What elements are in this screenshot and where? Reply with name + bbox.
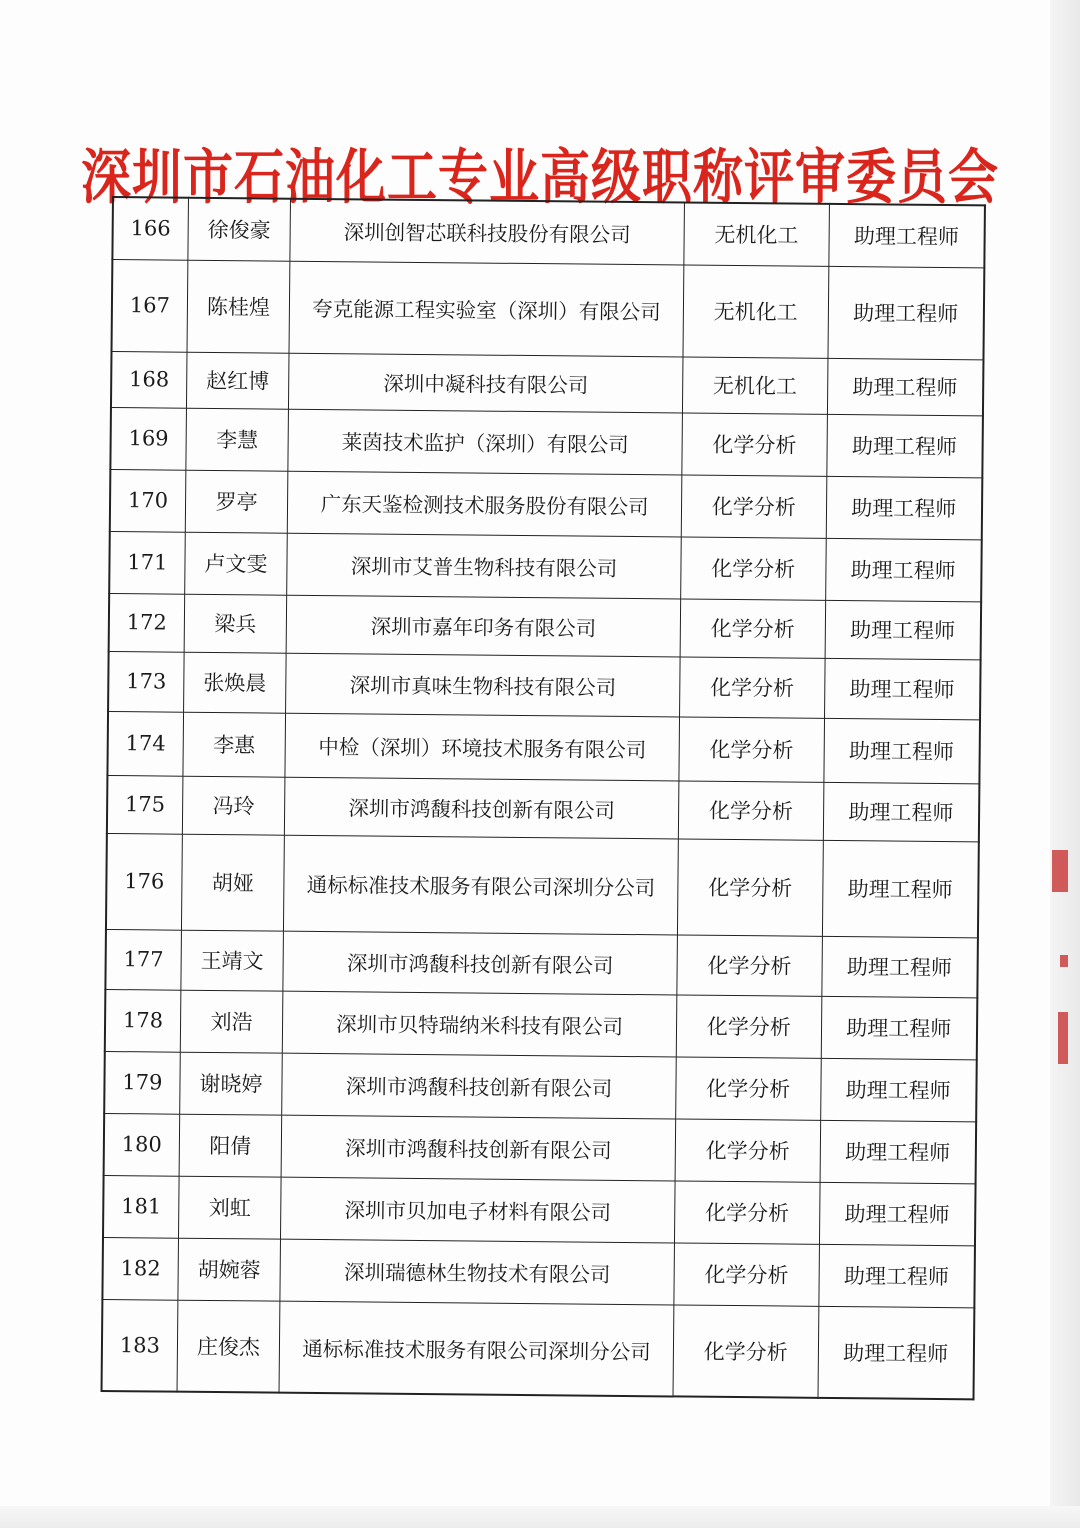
- record-number: 183: [102, 1299, 178, 1392]
- record-name: 罗亭: [185, 470, 288, 533]
- record-number: 168: [111, 351, 187, 408]
- record-organization: 深圳市鸿馥科技创新有限公司: [281, 1115, 675, 1181]
- record-number: 179: [104, 1051, 180, 1114]
- record-number: 182: [102, 1237, 178, 1300]
- page-title: 深圳市石油化工专业高级职称评审委员会: [81, 141, 999, 211]
- record-organization: 深圳市贝加电子材料有限公司: [281, 1177, 675, 1243]
- record-number: 178: [105, 989, 181, 1052]
- record-specialty: 化学分析: [675, 1118, 820, 1181]
- record-title: 助理工程师: [828, 204, 985, 267]
- record-title: 助理工程师: [818, 1244, 975, 1307]
- record-name: 赵红博: [186, 352, 289, 409]
- record-organization: 深圳市鸿馥科技创新有限公司: [285, 777, 679, 839]
- table-row: [112, 259, 985, 359]
- record-name: 李惠: [183, 712, 286, 777]
- record-title: 助理工程师: [820, 1120, 977, 1183]
- record-specialty: 化学分析: [676, 994, 821, 1057]
- record-organization: 深圳市贝特瑞纳米科技有限公司: [282, 991, 676, 1057]
- record-number: 170: [110, 469, 186, 532]
- record-specialty: 化学分析: [679, 716, 824, 781]
- record-title: 助理工程师: [825, 538, 982, 601]
- record-title: 助理工程师: [824, 658, 981, 719]
- record-title: 助理工程师: [821, 996, 978, 1059]
- scan-bottom-shadow: [0, 1506, 1080, 1528]
- table-row: [109, 593, 982, 659]
- record-organization: 深圳市鸿馥科技创新有限公司: [283, 931, 677, 995]
- record-specialty: 无机化工: [684, 202, 829, 265]
- record-specialty: 化学分析: [680, 598, 825, 657]
- record-number: 177: [105, 929, 181, 990]
- record-number: 173: [108, 651, 184, 712]
- record-number: 166: [112, 197, 188, 260]
- table-row: [102, 1299, 975, 1399]
- record-name: 卢文雯: [184, 532, 287, 595]
- record-title: 助理工程师: [820, 1058, 977, 1121]
- table-row: [110, 407, 983, 477]
- record-title: 助理工程师: [826, 414, 983, 477]
- record-name: 刘虹: [178, 1176, 281, 1239]
- record-specialty: 无机化工: [682, 356, 827, 413]
- table-row: [108, 651, 981, 719]
- record-number: 175: [107, 775, 183, 834]
- record-organization: 广东天鉴检测技术服务股份有限公司: [287, 471, 681, 537]
- record-title: 助理工程师: [822, 840, 979, 937]
- record-name: 胡娅: [181, 834, 284, 931]
- record-specialty: 化学分析: [682, 412, 827, 475]
- record-specialty: 化学分析: [681, 474, 826, 537]
- record-name: 李慧: [186, 408, 289, 471]
- record-organization: 夸克能源工程实验室（深圳）有限公司: [289, 261, 684, 357]
- record-name: 胡婉蓉: [178, 1238, 281, 1301]
- record-organization: 通标标准技术服务有限公司深圳分公司: [284, 835, 679, 935]
- record-number: 176: [106, 833, 182, 930]
- seal-stamp-fragment: [1060, 955, 1068, 967]
- record-number: 180: [104, 1113, 180, 1176]
- record-name: 梁兵: [184, 594, 287, 653]
- record-specialty: 化学分析: [680, 656, 825, 717]
- record-title: 助理工程师: [821, 936, 978, 997]
- record-title: 助理工程师: [826, 476, 983, 539]
- record-organization: 深圳中凝科技有限公司: [289, 353, 683, 413]
- record-name: 阳倩: [179, 1114, 282, 1177]
- record-organization: 深圳市艾普生物科技有限公司: [287, 533, 681, 599]
- record-title: 助理工程师: [818, 1306, 975, 1399]
- table-row: [104, 1051, 977, 1121]
- record-specialty: 化学分析: [677, 934, 822, 995]
- table-row: [107, 711, 980, 783]
- record-organization: 深圳市嘉年印务有限公司: [286, 595, 680, 657]
- record-specialty: 化学分析: [677, 838, 822, 935]
- record-specialty: 无机化工: [683, 264, 828, 357]
- record-organization: 深圳市鸿馥科技创新有限公司: [282, 1053, 676, 1119]
- record-specialty: 化学分析: [674, 1180, 819, 1243]
- seal-stamp-fragment: [1058, 1012, 1068, 1064]
- table-row: [110, 469, 983, 539]
- record-number: 181: [103, 1175, 179, 1238]
- table-row: [102, 1237, 975, 1307]
- record-number: 174: [107, 711, 183, 776]
- record-title: 助理工程师: [828, 266, 985, 359]
- record-organization: 莱茵技术监护（深圳）有限公司: [288, 409, 682, 475]
- record-title: 助理工程师: [819, 1182, 976, 1245]
- table-row: [104, 1113, 977, 1183]
- record-number: 171: [109, 531, 185, 594]
- scan-edge-shadow: [1050, 0, 1080, 1528]
- record-title: 助理工程师: [827, 358, 983, 415]
- table-row: [112, 197, 985, 267]
- table-row: [111, 351, 983, 415]
- table-row: [107, 775, 980, 841]
- record-specialty: 化学分析: [676, 1056, 821, 1119]
- record-name: 陈桂煌: [187, 260, 290, 353]
- record-specialty: 化学分析: [673, 1304, 818, 1397]
- record-number: 169: [110, 407, 186, 470]
- record-name: 张焕晨: [183, 652, 286, 713]
- table-row: [106, 833, 979, 937]
- record-number: 172: [109, 593, 185, 652]
- records-table: [101, 196, 986, 1400]
- record-specialty: 化学分析: [681, 536, 826, 599]
- record-title: 助理工程师: [825, 600, 981, 659]
- records-table-body: [102, 197, 985, 1399]
- record-organization: 通标标准技术服务有限公司深圳分公司: [279, 1301, 674, 1397]
- record-organization: 深圳创智芯联科技股份有限公司: [290, 199, 684, 265]
- record-specialty: 化学分析: [678, 780, 823, 839]
- table-row: [109, 531, 982, 601]
- table-row: [105, 989, 978, 1059]
- record-organization: 深圳市真味生物科技有限公司: [286, 653, 680, 717]
- record-name: 刘浩: [180, 990, 283, 1053]
- record-title: 助理工程师: [823, 782, 979, 841]
- record-name: 徐俊豪: [188, 198, 291, 261]
- record-specialty: 化学分析: [674, 1242, 819, 1305]
- record-name: 王靖文: [181, 930, 284, 991]
- record-number: 167: [112, 259, 188, 352]
- record-name: 庄俊杰: [177, 1300, 280, 1393]
- table-row: [105, 929, 978, 997]
- table-row: [103, 1175, 976, 1245]
- record-name: 谢晓婷: [179, 1052, 282, 1115]
- seal-stamp-fragment: [1052, 850, 1068, 892]
- record-name: 冯玲: [182, 776, 285, 835]
- record-organization: 中检（深圳）环境技术服务有限公司: [285, 713, 679, 781]
- record-organization: 深圳瑞德林生物技术有限公司: [280, 1239, 674, 1305]
- record-title: 助理工程师: [823, 718, 980, 783]
